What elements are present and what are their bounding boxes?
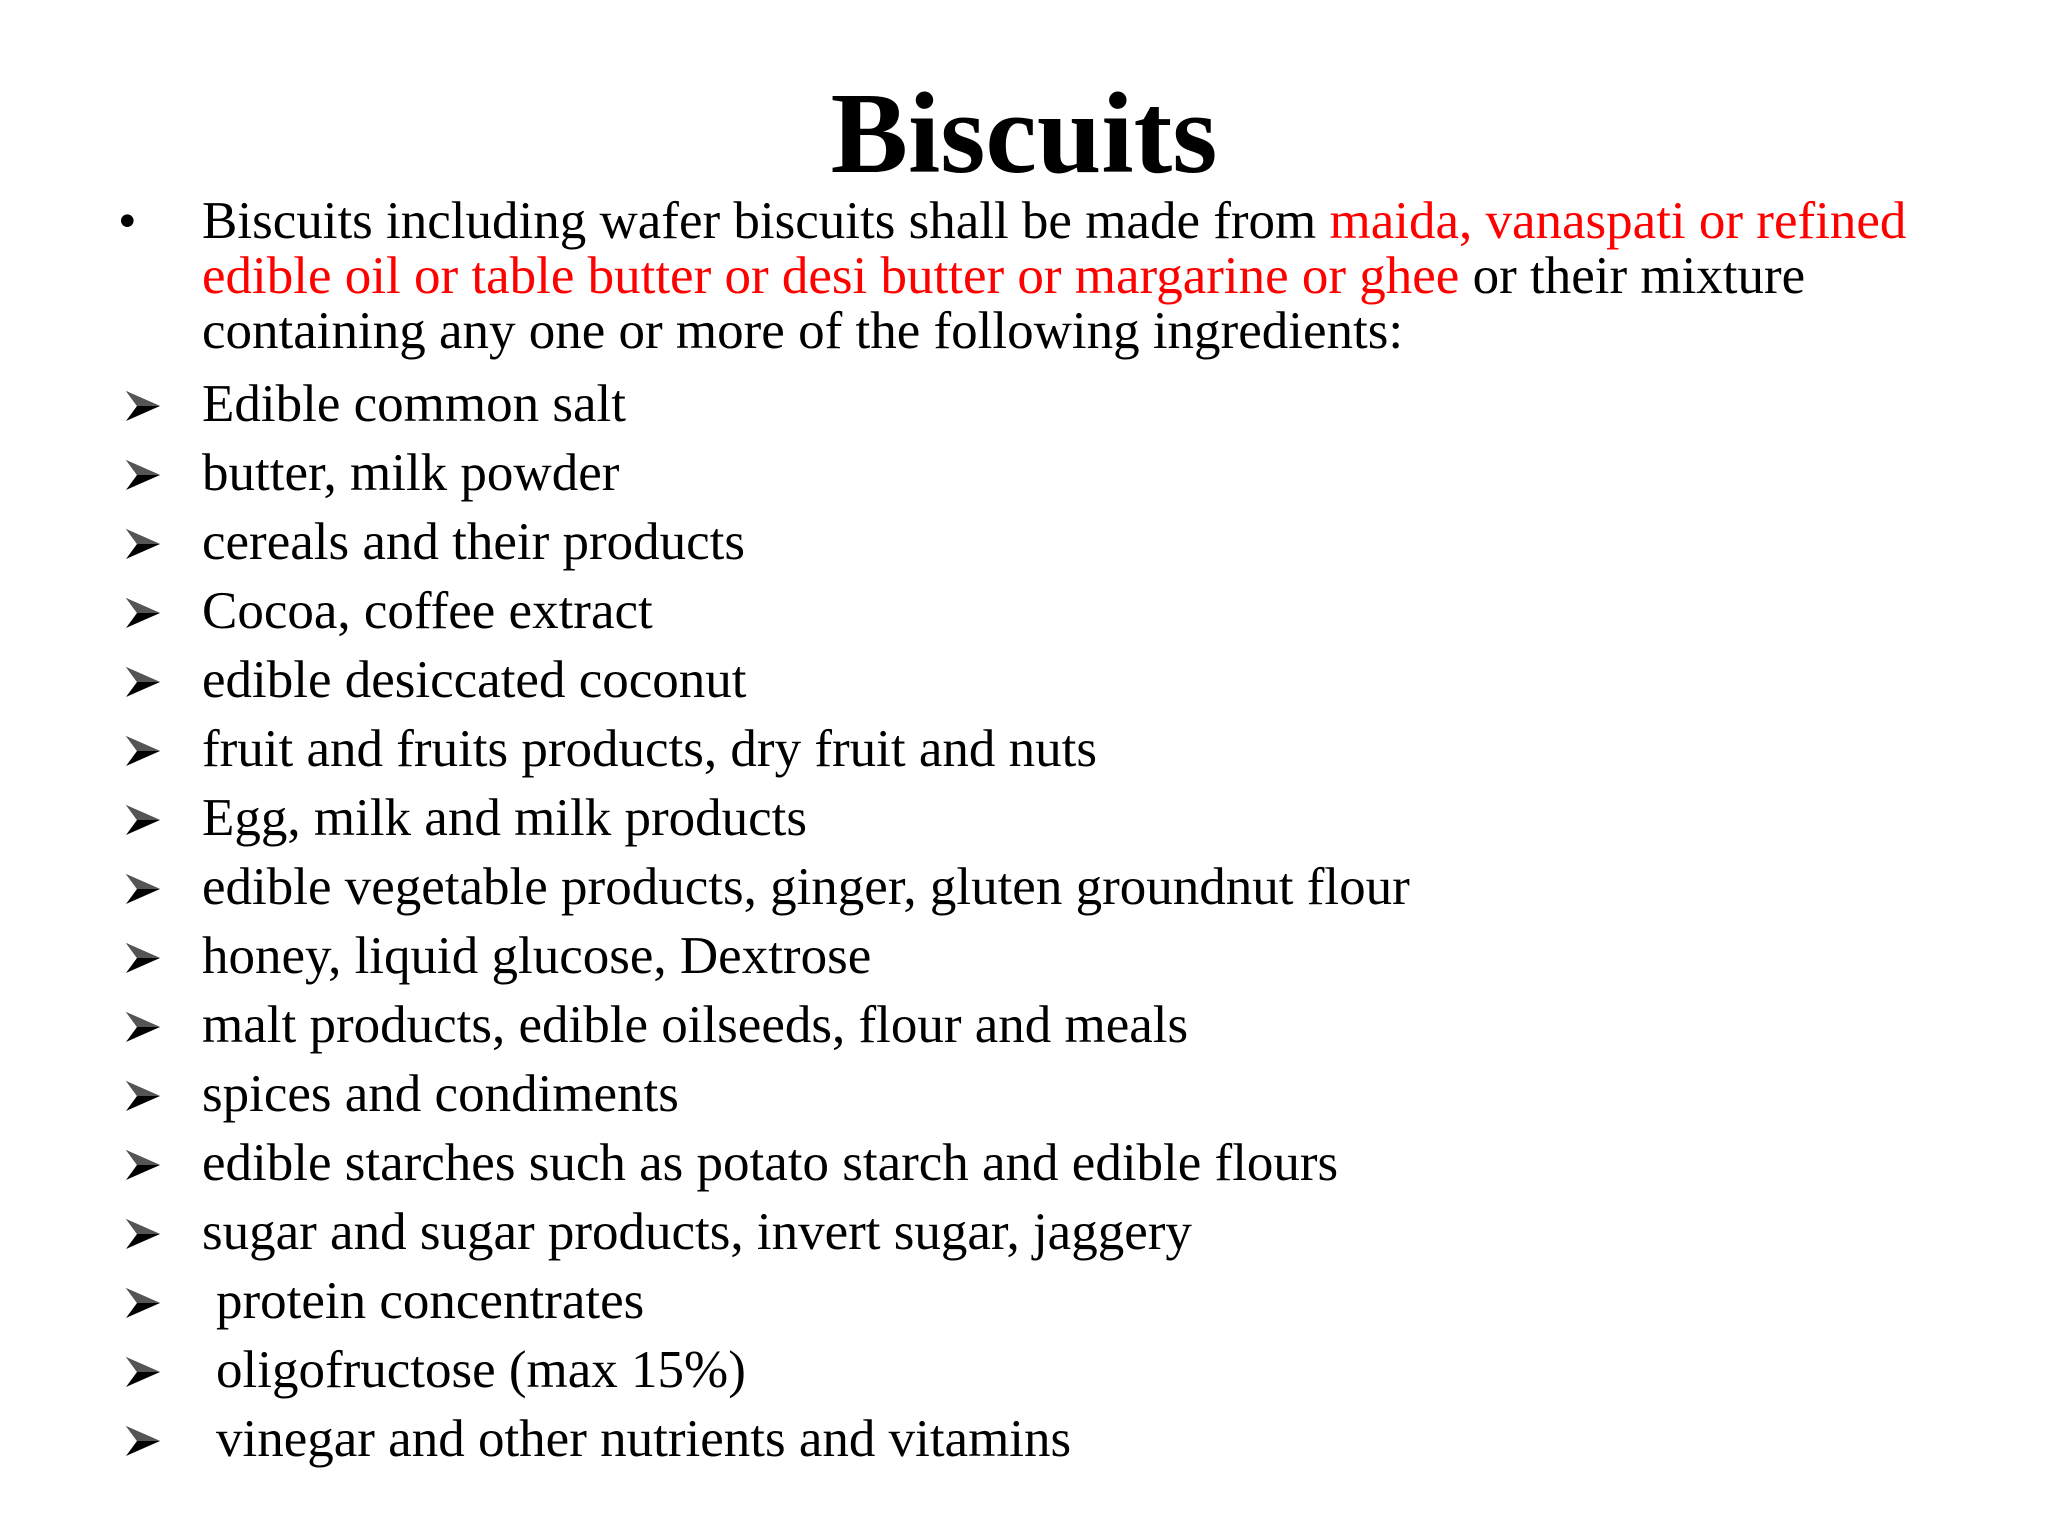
list-item — [118, 715, 1958, 784]
list-item-label: Cocoa, coffee extract — [202, 582, 653, 640]
arrow-bullet-icon — [126, 1012, 160, 1042]
arrow-bullet-icon — [126, 667, 160, 697]
arrow-bullet-icon — [126, 1150, 160, 1180]
list-item — [118, 853, 1958, 922]
arrow-bullet-icon — [126, 1288, 160, 1318]
list-item-label: edible vegetable products, ginger, gluten groundnut flour — [202, 858, 1410, 916]
ingredient-list — [118, 370, 1958, 1474]
list-item-label: edible starches such as potato starch and edible flours — [202, 1134, 1339, 1192]
intro-text-after: or their mixture containing any one or more of the following ingredients: — [202, 247, 1806, 360]
list-item-label: cereals and their products — [202, 513, 746, 571]
list-item-label: oligofructose (max 15%) — [216, 1341, 746, 1399]
list-item — [118, 1198, 1958, 1267]
arrow-bullet-icon — [126, 874, 160, 904]
arrow-bullet-icon — [126, 529, 160, 559]
list-item — [118, 922, 1958, 991]
bullet-dot-icon: • — [118, 192, 137, 250]
list-item-label: vinegar and other nutrients and vitamins — [216, 1410, 1072, 1468]
arrow-bullet-icon — [126, 391, 160, 421]
list-item — [118, 577, 1958, 646]
list-item-label: protein concentrates — [216, 1272, 645, 1330]
arrow-bullet-icon — [126, 598, 160, 628]
list-item-label: sugar and sugar products, invert sugar, jaggery — [202, 1203, 1192, 1261]
arrow-bullet-icon — [126, 943, 160, 973]
list-item — [118, 646, 1958, 715]
list-item — [118, 508, 1958, 577]
list-item — [118, 1060, 1958, 1129]
list-item-label: butter, milk powder — [202, 444, 620, 502]
arrow-bullet-icon — [126, 1219, 160, 1249]
list-item — [118, 784, 1958, 853]
arrow-bullet-icon — [126, 736, 160, 766]
list-item — [118, 1336, 1958, 1405]
list-item — [118, 439, 1958, 508]
intro-paragraph — [118, 194, 1958, 359]
arrow-bullet-icon — [126, 460, 160, 490]
list-item-label: fruit and fruits products, dry fruit and nuts — [202, 720, 1097, 778]
list-item-label: honey, liquid glucose, Dextrose — [202, 927, 872, 985]
list-item — [118, 1405, 1958, 1474]
intro-text — [202, 194, 1958, 359]
arrow-bullet-icon — [126, 1426, 160, 1456]
page-title: Biscuits — [830, 70, 1218, 198]
arrow-bullet-icon — [126, 1081, 160, 1111]
list-item — [118, 1267, 1958, 1336]
list-item-label: spices and condiments — [202, 1065, 679, 1123]
list-item — [118, 1129, 1958, 1198]
list-item-label: Edible common salt — [202, 375, 626, 433]
arrow-bullet-icon — [126, 805, 160, 835]
list-item-label: Egg, milk and milk products — [202, 789, 808, 847]
intro-text-before: Biscuits including wafer biscuits shall be made from — [202, 192, 1330, 250]
list-item — [118, 991, 1958, 1060]
list-item — [118, 370, 1958, 439]
list-item-label: malt products, edible oilseeds, flour and meals — [202, 996, 1189, 1054]
list-item-label: edible desiccated coconut — [202, 651, 747, 709]
arrow-bullet-icon — [126, 1357, 160, 1387]
intro-highlight: maida, vanaspati or refined edible oil or table butter or desi butter or margarine or ghee — [202, 192, 1907, 305]
